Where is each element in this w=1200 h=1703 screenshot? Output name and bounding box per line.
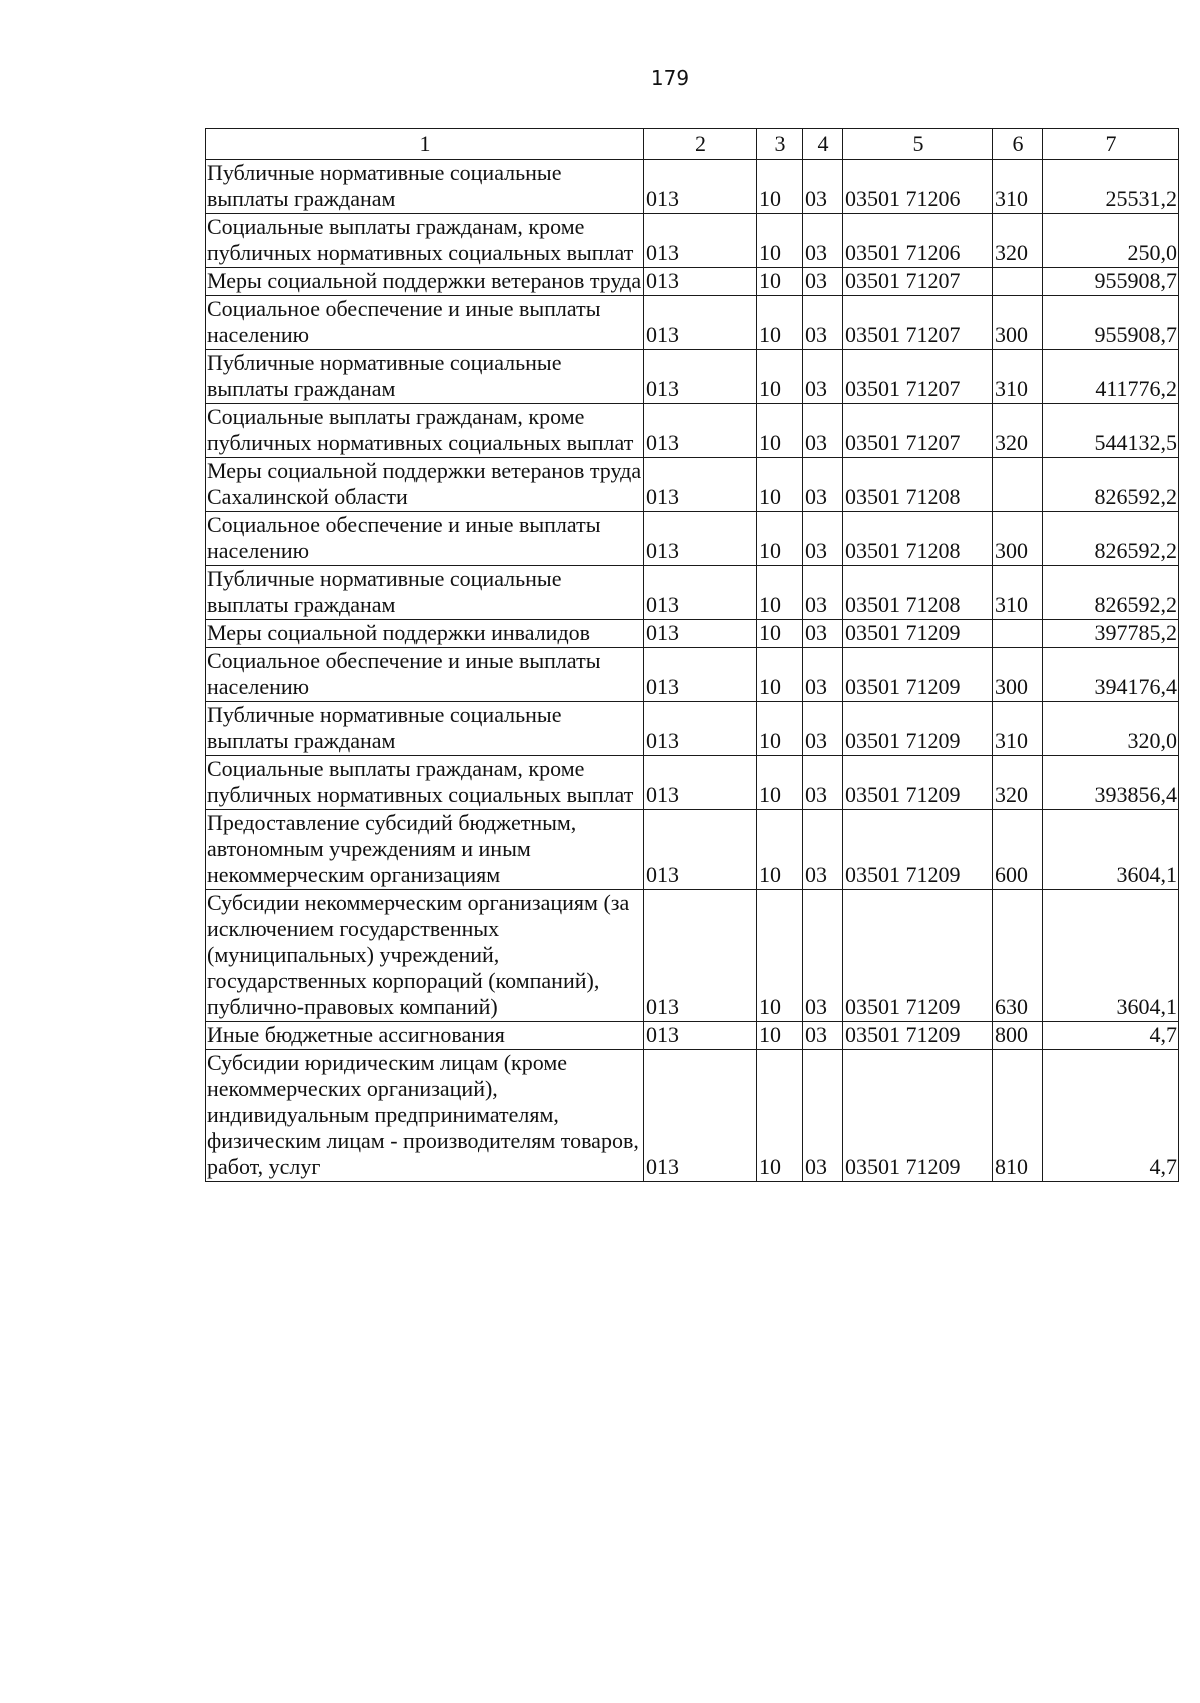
cell-section: 10 [757,702,803,756]
table-row [206,648,1179,702]
table-body [206,160,1179,1182]
cell-name: Субсидии некоммерческим организациям (за исключением государственных (муниципальных) учреждений, государственных корпораций (компаний), публично-правовых компаний) [206,890,644,1022]
cell-target-article: 03501 71207 [843,268,993,296]
table-row [206,756,1179,810]
cell-name: Меры социальной поддержки ветеранов труда [206,268,644,296]
cell-name: Социальное обеспечение и иные выплаты населению [206,296,644,350]
cell-section: 10 [757,810,803,890]
cell-section: 10 [757,1050,803,1182]
cell-section: 10 [757,214,803,268]
header-col-2: 2 [644,129,757,160]
cell-name: Публичные нормативные социальные выплаты гражданам [206,160,644,214]
cell-expense-type: 310 [993,566,1043,620]
cell-amount: 250,0 [1043,214,1179,268]
cell-name: Субсидии юридическим лицам (кроме некоммерческих организаций), индивидуальным предпринимателям, физическим лицам - производителям товаров, работ, услуг [206,1050,644,1182]
cell-subsection: 03 [803,214,843,268]
cell-expense-type: 300 [993,648,1043,702]
cell-ministry-code: 013 [644,890,757,1022]
cell-name: Социальное обеспечение и иные выплаты населению [206,512,644,566]
cell-ministry-code: 013 [644,350,757,404]
cell-subsection: 03 [803,404,843,458]
cell-section: 10 [757,890,803,1022]
cell-target-article: 03501 71208 [843,566,993,620]
cell-target-article: 03501 71209 [843,620,993,648]
cell-target-article: 03501 71207 [843,350,993,404]
cell-amount: 4,7 [1043,1022,1179,1050]
table-row [206,1022,1179,1050]
cell-subsection: 03 [803,566,843,620]
cell-amount: 397785,2 [1043,620,1179,648]
cell-name: Меры социальной поддержки инвалидов [206,620,644,648]
cell-ministry-code: 013 [644,1022,757,1050]
cell-ministry-code: 013 [644,512,757,566]
header-col-6: 6 [993,129,1043,160]
cell-expense-type [993,620,1043,648]
header-col-3: 3 [757,129,803,160]
cell-name: Иные бюджетные ассигнования [206,1022,644,1050]
table-row [206,566,1179,620]
cell-subsection: 03 [803,296,843,350]
cell-expense-type: 810 [993,1050,1043,1182]
cell-expense-type: 310 [993,350,1043,404]
cell-subsection: 03 [803,268,843,296]
table-row [206,160,1179,214]
cell-expense-type [993,268,1043,296]
cell-expense-type [993,458,1043,512]
cell-amount: 955908,7 [1043,296,1179,350]
table-row [206,702,1179,756]
cell-ministry-code: 013 [644,458,757,512]
table-row [206,268,1179,296]
cell-amount: 25531,2 [1043,160,1179,214]
cell-subsection: 03 [803,702,843,756]
cell-ministry-code: 013 [644,1050,757,1182]
cell-section: 10 [757,1022,803,1050]
table-row [206,810,1179,890]
cell-target-article: 03501 71209 [843,810,993,890]
cell-amount: 4,7 [1043,1050,1179,1182]
cell-name: Социальные выплаты гражданам, кроме публичных нормативных социальных выплат [206,756,644,810]
header-col-7: 7 [1043,129,1179,160]
cell-subsection: 03 [803,756,843,810]
header-row [206,129,1179,160]
cell-name: Меры социальной поддержки ветеранов труда Сахалинской области [206,458,644,512]
cell-amount: 955908,7 [1043,268,1179,296]
cell-section: 10 [757,566,803,620]
cell-amount: 411776,2 [1043,350,1179,404]
cell-subsection: 03 [803,648,843,702]
cell-section: 10 [757,756,803,810]
table-row [206,512,1179,566]
header-col-5: 5 [843,129,993,160]
cell-expense-type: 320 [993,404,1043,458]
header-col-4: 4 [803,129,843,160]
cell-target-article: 03501 71209 [843,1022,993,1050]
cell-target-article: 03501 71208 [843,458,993,512]
cell-section: 10 [757,160,803,214]
cell-expense-type: 320 [993,214,1043,268]
cell-subsection: 03 [803,350,843,404]
table-row [206,214,1179,268]
cell-amount: 394176,4 [1043,648,1179,702]
cell-expense-type: 300 [993,296,1043,350]
table-row [206,890,1179,1022]
cell-ministry-code: 013 [644,214,757,268]
cell-ministry-code: 013 [644,702,757,756]
cell-expense-type: 310 [993,160,1043,214]
cell-amount: 320,0 [1043,702,1179,756]
cell-expense-type: 800 [993,1022,1043,1050]
table-row [206,620,1179,648]
cell-ministry-code: 013 [644,268,757,296]
cell-expense-type: 630 [993,890,1043,1022]
cell-ministry-code: 013 [644,756,757,810]
cell-expense-type: 310 [993,702,1043,756]
cell-ministry-code: 013 [644,160,757,214]
cell-target-article: 03501 71206 [843,160,993,214]
cell-name: Социальные выплаты гражданам, кроме публичных нормативных социальных выплат [206,214,644,268]
cell-amount: 826592,2 [1043,566,1179,620]
page-number: 179 [650,66,690,90]
table-row [206,404,1179,458]
cell-ministry-code: 013 [644,296,757,350]
budget-table [205,128,1179,1182]
cell-expense-type: 300 [993,512,1043,566]
cell-amount: 393856,4 [1043,756,1179,810]
cell-target-article: 03501 71209 [843,1050,993,1182]
cell-target-article: 03501 71209 [843,702,993,756]
cell-section: 10 [757,620,803,648]
cell-name: Публичные нормативные социальные выплаты гражданам [206,566,644,620]
cell-amount: 3604,1 [1043,890,1179,1022]
cell-name: Публичные нормативные социальные выплаты гражданам [206,702,644,756]
cell-target-article: 03501 71209 [843,648,993,702]
cell-target-article: 03501 71209 [843,756,993,810]
cell-target-article: 03501 71206 [843,214,993,268]
cell-target-article: 03501 71209 [843,890,993,1022]
cell-amount: 826592,2 [1043,458,1179,512]
cell-target-article: 03501 71208 [843,512,993,566]
header-col-1: 1 [206,129,644,160]
cell-section: 10 [757,404,803,458]
cell-amount: 826592,2 [1043,512,1179,566]
table-row [206,296,1179,350]
cell-subsection: 03 [803,620,843,648]
cell-section: 10 [757,350,803,404]
cell-subsection: 03 [803,1022,843,1050]
cell-name: Социальные выплаты гражданам, кроме публичных нормативных социальных выплат [206,404,644,458]
cell-expense-type: 600 [993,810,1043,890]
table-row [206,1050,1179,1182]
cell-name: Предоставление субсидий бюджетным, автономным учреждениям и иным некоммерческим организациям [206,810,644,890]
cell-ministry-code: 013 [644,810,757,890]
cell-target-article: 03501 71207 [843,296,993,350]
cell-amount: 544132,5 [1043,404,1179,458]
cell-subsection: 03 [803,458,843,512]
cell-amount: 3604,1 [1043,810,1179,890]
cell-name: Публичные нормативные социальные выплаты гражданам [206,350,644,404]
cell-section: 10 [757,512,803,566]
cell-subsection: 03 [803,1050,843,1182]
cell-section: 10 [757,648,803,702]
cell-ministry-code: 013 [644,648,757,702]
cell-subsection: 03 [803,890,843,1022]
cell-name: Социальное обеспечение и иные выплаты населению [206,648,644,702]
table-row [206,458,1179,512]
cell-target-article: 03501 71207 [843,404,993,458]
cell-ministry-code: 013 [644,404,757,458]
cell-subsection: 03 [803,160,843,214]
cell-ministry-code: 013 [644,620,757,648]
cell-ministry-code: 013 [644,566,757,620]
cell-section: 10 [757,296,803,350]
table-row [206,350,1179,404]
cell-section: 10 [757,268,803,296]
cell-subsection: 03 [803,512,843,566]
cell-subsection: 03 [803,810,843,890]
cell-expense-type: 320 [993,756,1043,810]
cell-section: 10 [757,458,803,512]
